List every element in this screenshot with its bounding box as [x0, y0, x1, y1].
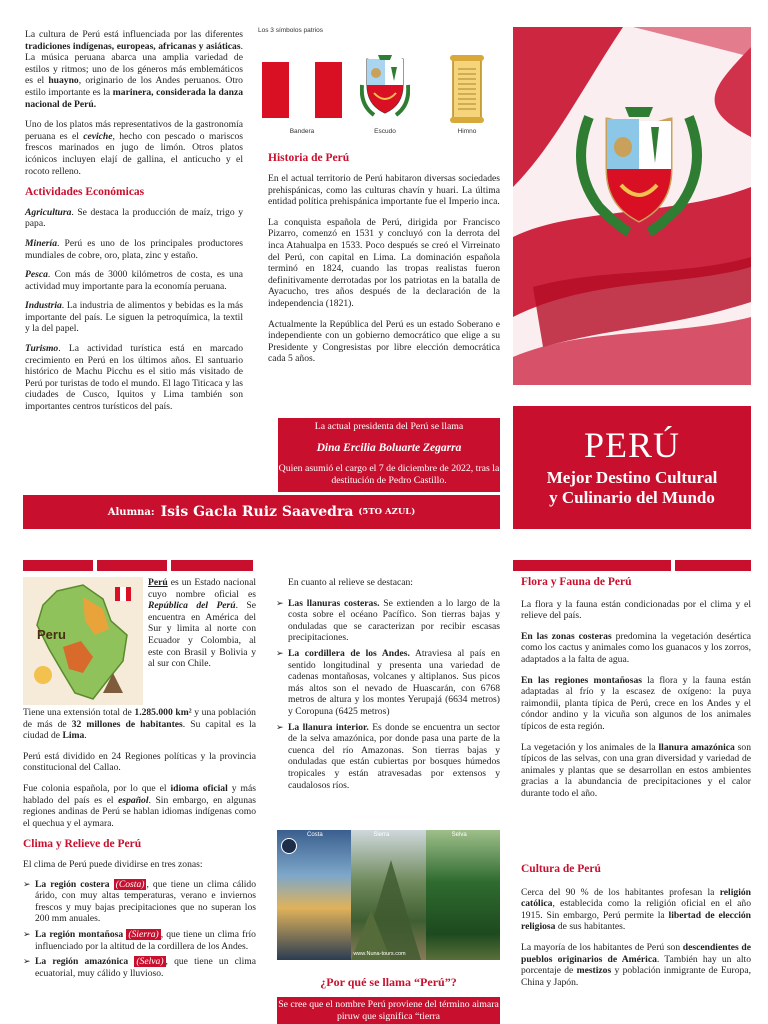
- photo-label-selva: Selva: [451, 832, 467, 838]
- relieve-column: [276, 577, 500, 795]
- himno-label: Himno: [457, 128, 477, 135]
- peru-paragraph-3: Perú está dividido en 24 Regiones políticas y la provincia constitucional del Callao.: [23, 750, 256, 774]
- nombre-title: ¿Por qué se llama “Perú”?: [320, 975, 457, 989]
- presidenta-line-2: Quien asumió el cargo el 7 de diciembre de 2022, tras la destitución de Pedro Castillo.: [278, 463, 500, 486]
- actividad-turismo: Turismo. La actividad turística está en marcado crecimiento en Perú en los últimos años. El santuario histórico de Machu Picchu es el sitio más visitado de Perú por turistas de todo el mundo. El lago Titicaca y las ciudades de Cusco, Iquitos y Lima también son importantes centros turísticos del país.: [25, 343, 243, 413]
- alumna-bar: [23, 495, 500, 529]
- region-photos: [277, 830, 500, 960]
- photo-label-costa: Costa: [307, 832, 323, 838]
- flora-title: Flora y Fauna de Perú: [521, 576, 632, 588]
- cover-flag-image: [513, 27, 751, 385]
- photo-sierra: [351, 830, 425, 960]
- actividades-title: Actividades Económicas: [25, 186, 145, 199]
- actividad-mineria: Minería. Perú es uno de los principales productores mundiales de cobre, oro, plata, zinc y estaño.: [25, 237, 243, 261]
- cover-title-box: [513, 406, 751, 529]
- cover-subtitle-2: y Culinario del Mundo: [549, 488, 715, 507]
- coat-of-arms-icon: [360, 55, 410, 125]
- presidenta-line-1: La actual presidenta del Perú se llama: [314, 421, 464, 432]
- peru-intro: [148, 577, 256, 670]
- peru-paragraph-1: Perú es un Estado nacional cuyo nombre oficial es República del Perú. Se encuentra en América del Sur y limita al norte con Ecuador y Colombia, al este con Brasil y Bolivia y al sur con Chile.: [148, 577, 257, 670]
- nombre-box: [277, 997, 500, 1024]
- clima-item-costa: ➢ La región costera (Costa) , que tiene un clima cálido árido, con muy altas temperaturas, verano e inviernos frescos y muy bajas precipitaciones que no superan los 200 mm anuales.: [23, 879, 256, 925]
- historia-paragraph-1: En el actual territorio de Perú habitaron diversas sociedades prehispánicas, como las culturas chavín y huari. La última entidad política prehispánica importante fue el Imperio inca.: [268, 173, 500, 208]
- flora-paragraph-3: En las regiones montañosas la flora y la fauna están adaptadas al frío y la escasez de oxígeno: la puya raimondii, planta típica de Perú, crece en los Andes y el cóndor andino y la vicuña son algunos de los animales típicos de esta región.: [521, 674, 751, 732]
- intro-column: [25, 29, 243, 413]
- anthem-scroll-icon: [450, 55, 484, 123]
- historia-paragraph-3: Actualmente la República del Perú es un estado Soberano e independiente con un gobierno democrático que elige a su Presidente y Congresistas por libre elección democrática cada 5 años.: [268, 318, 500, 365]
- historia-paragraph-2: La conquista española de Perú, dirigida por Francisco Pizarro, comenzó en 1531 y concluyó con la derrota del inca Atahualpa en 1533. Poco después se creó el Virreinato del Perú, con capital en Lima. La dominación española terminó en 1824, cuando las tropas realistas fueron definitivamente derrotadas por los patriotas en la batalla de Ayacucho, tres años después de la declaración de la independencia (1821).: [268, 216, 500, 309]
- relieve-intro: En cuanto al relieve se destacan:: [288, 577, 413, 588]
- clima-title: Clima y Relieve de Perú: [23, 838, 142, 851]
- header-tab: [23, 560, 93, 571]
- relieve-list: [276, 598, 500, 792]
- peru-paragraph-4: Fue colonia española, por lo que el idioma oficial y más hablado del país es el español. Sin embargo, en algunas regiones andinas de Perú se hablan idiomas indígenas como el quechua y el aymara.: [23, 782, 256, 829]
- clima-list: [23, 879, 256, 980]
- header-tab: [675, 560, 751, 571]
- simbolos-title: Los 3 símbolos patrios: [258, 27, 324, 34]
- actividad-agricultura: Agricultura. Se destaca la producción de maíz, trigo y papa.: [25, 206, 243, 230]
- alumna-name: Isis Gacla Ruiz Saavedra: [160, 504, 354, 520]
- actividad-pesca: Pesca. Con más de 3000 kilómetros de costa, es una actividad muy importante para la economía peruana.: [25, 269, 243, 292]
- cover-subtitle-1: Mejor Destino Cultural: [546, 468, 718, 487]
- historia-title: Historia de Perú: [268, 152, 350, 164]
- relieve-item-llanuras: ➢ Las llanuras costeras. Se extienden a lo largo de la costa sobre el océano Pacífico. Son tierras bajas y onduladas que se caracterizan por recibir escasas precipitaciones.: [276, 598, 500, 644]
- flora-paragraph-2: En las zonas costeras predomina la vegetación desértica como los cactus y animales como los guanacos y los zorros, adaptados a la falta de agua.: [521, 630, 752, 665]
- header-tab: [97, 560, 167, 571]
- relieve-item-cordillera: ➢ La cordillera de los Andes. Atraviesa al país en sentido longitudinal y presenta una variedad de cadenas montañosas, volcanes y altiplanos. Sus picos más altos son el nevado de Huascarán, con 6768 metros de altura y los montes Yerupajá (6634 metros) y Coropuna (6425 metros): [276, 648, 500, 718]
- peru-body: [23, 707, 256, 983]
- flag-image: [262, 62, 342, 118]
- nombre-text: Se cree que el nombre Perú proviene del término aimara piruw que significa “tierra: [278, 999, 499, 1022]
- intro-paragraph-1: La cultura de Perú está influenciada por las diferentes tradiciones indígenas, europeas, africanas y asiáticas. La música peruana abarca una amplia variedad de estilos y ritmos; uno de los géneros más emblemáticos es el huayno, originario de los Andes peruanos. Otro estilo importante es la marinera, considerada la danza nacional de Perú.: [25, 29, 244, 110]
- photo-selva: [426, 830, 500, 960]
- flora-column: [521, 577, 751, 800]
- flora-paragraph-4: La vegetación y los animales de la llanura amazónica son típicos de las selvas, con una gran diversidad y variedad de animales y plantas que se desarrollan en estos ambientes gracias a la abundancia de precipitaciones y el calor durante todo el año.: [521, 741, 752, 799]
- map-label: Peru: [37, 627, 66, 642]
- alumna-grade: (5TO AZUL): [358, 507, 416, 517]
- photo-costa: [277, 830, 351, 960]
- historia-body: [268, 173, 500, 365]
- alumna-label: Alumna:: [107, 506, 155, 518]
- photo-label-sierra: Sierra: [373, 832, 390, 838]
- photo-watermark: www.Nuna-tours.com: [353, 951, 406, 957]
- escudo-label: Escudo: [374, 128, 396, 135]
- peru-paragraph-2: Tiene una extensión total de 1.285.000 km² y una población de más de 32 millones de habitantes. Su capital es la ciudad de Lima.: [23, 707, 256, 742]
- cultura-paragraph-2: La mayoría de los habitantes de Perú son descendientes de pueblos originarios de América. También hay un alto porcentaje de mestizos y población inmigrante de Europa, China y Japón.: [521, 941, 751, 988]
- flag-label: Bandera: [289, 128, 315, 135]
- actividad-industria: Industria. La industria de alimentos y bebidas es la más importante del país. Le siguen la petroquímica, la textil y la del papel.: [25, 300, 243, 335]
- cultura-title: Cultura de Perú: [521, 863, 601, 875]
- clima-intro: El clima de Perú puede dividirse en tres zonas:: [23, 858, 203, 870]
- clima-item-selva: ➢ La región amazónica (Selva) , que tiene un clima ecuatorial, muy cálido y lluvioso.: [23, 956, 256, 979]
- presidenta-box: [278, 418, 500, 492]
- peru-map-illustration: [23, 577, 143, 705]
- cover-title: PERÚ: [583, 425, 681, 465]
- flora-paragraph-1: La flora y la fauna están condicionadas por el clima y el relieve del país.: [521, 598, 751, 622]
- intro-paragraph-2: Uno de los platos más representativos de la gastronomía peruana es el ceviche, hecho con pescado o mariscos frescos marinados en jugo de limón. Otros platos icónicos incluyen elají de gallina, el anticucho y el rocoto relleno.: [25, 119, 243, 177]
- presidenta-name: Dina Ercilia Boluarte Zegarra: [316, 442, 462, 454]
- cultura-column: [521, 864, 751, 988]
- relieve-item-llanura-interior: ➢ La llanura interior. Es donde se encuentra un sector de la selva amazónica, por donde pasa una parte de la cuenca del río Amazonas. Son tierras bajas y onduladas que están cubiertas por bosques húmedos tropicales y están atravesadas por extensos y caudalosos ríos.: [276, 722, 500, 792]
- header-tab: [513, 560, 671, 571]
- header-tab: [171, 560, 253, 571]
- cultura-paragraph-1: Cerca del 90 % de los habitantes profesan la religión católica, establecida como la religión oficial en el año 1915. Sin embargo, Perú permite la libertad de elección religiosa de sus habitantes.: [521, 886, 751, 933]
- clima-item-sierra: ➢ La región montañosa (Sierra) , que tiene un clima frío influenciado por la altitud de la cordillera de los Andes.: [23, 929, 256, 952]
